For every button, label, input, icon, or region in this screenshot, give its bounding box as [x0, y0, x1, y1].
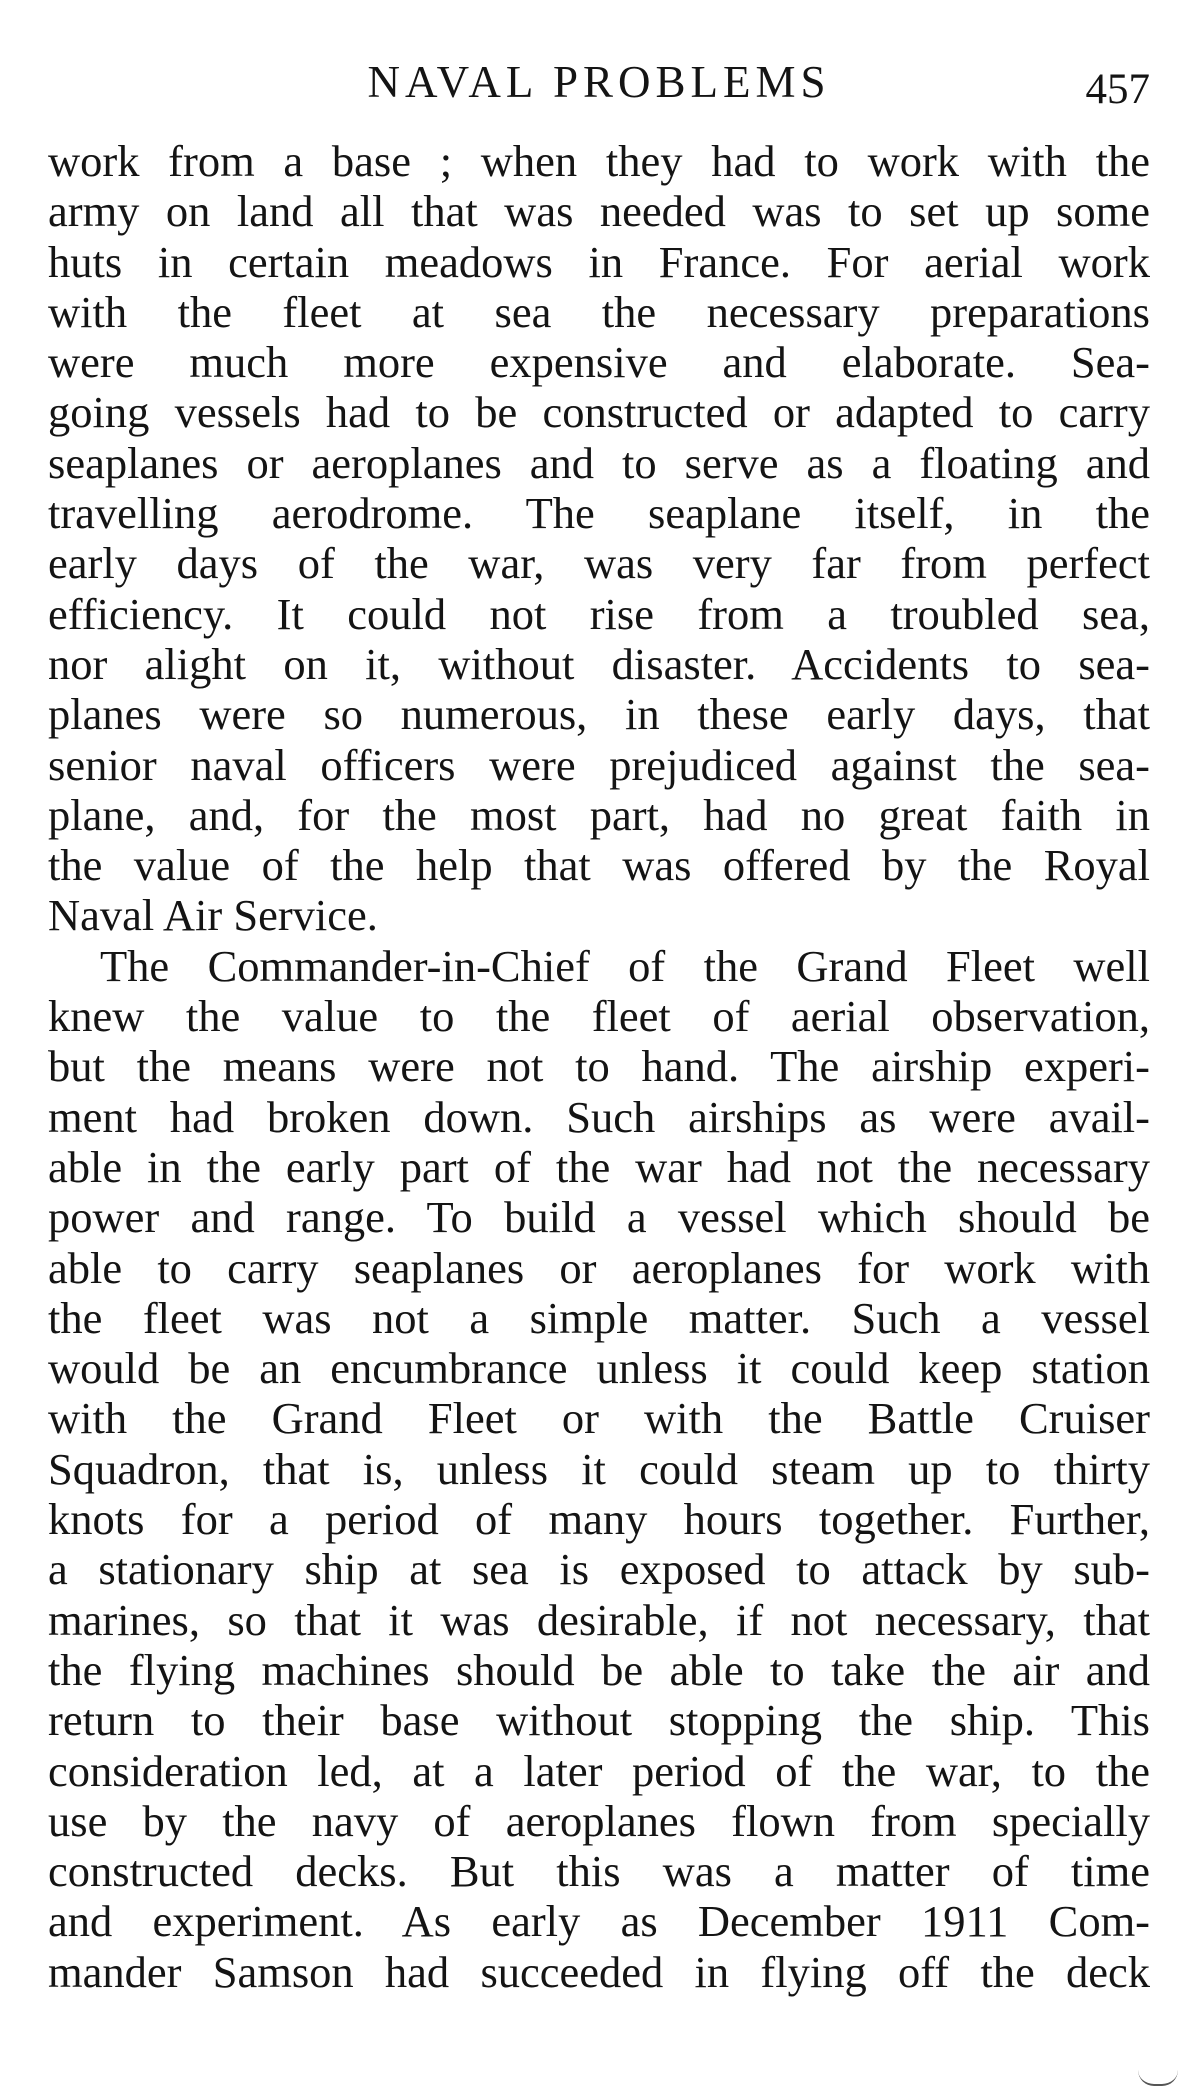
running-title: NAVAL PROBLEMS	[367, 57, 831, 107]
text-line: able in the early part of the war had not the necessary	[48, 1141, 1150, 1192]
text-line: efficiency. It could not rise from a troubled sea,	[48, 588, 1150, 639]
running-head	[48, 52, 1150, 112]
text-line: plane, and, for the most part, had no great faith in	[48, 789, 1150, 840]
text-line: senior naval officers were prejudiced against the sea-	[48, 739, 1150, 790]
text-line: would be an encumbrance unless it could keep station	[48, 1343, 1150, 1394]
text-line: going vessels had to be constructed or adapted to carry	[48, 387, 1150, 438]
text-line: The Commander-in-Chief of the Grand Fleet well	[100, 940, 1150, 991]
text-line: the flying machines should be able to take the air and	[48, 1644, 1150, 1695]
text-line: work from a base ; when they had to work with the	[48, 136, 1150, 186]
text-line: with the Grand Fleet or with the Battle Cruiser	[48, 1393, 1150, 1444]
text-line: but the means were not to hand. The airship experi-	[48, 1041, 1150, 1092]
text-line: a stationary ship at sea is exposed to attack by sub-	[48, 1544, 1150, 1595]
text-line: the fleet was not a simple matter. Such a vessel	[48, 1292, 1150, 1343]
text-line: travelling aerodrome. The seaplane itself, in the	[48, 488, 1150, 539]
text-line: consideration led, at a later period of the war, to the	[48, 1745, 1150, 1796]
text-line: seaplanes or aeroplanes and to serve as a floating and	[48, 437, 1150, 488]
text-line: marines, so that it was desirable, if not necessary, that	[48, 1594, 1150, 1645]
text-line: ment had broken down. Such airships as were avail-	[48, 1091, 1150, 1142]
text-line: constructed decks. But this was a matter of time	[48, 1846, 1150, 1897]
text-line: power and range. To build a vessel which should be	[48, 1192, 1150, 1243]
text-line: were much more expensive and elaborate. Sea-	[48, 337, 1150, 388]
text-line: early days of the war, was very far from perfect	[48, 538, 1150, 589]
text-line: with the fleet at sea the necessary preparations	[48, 286, 1150, 337]
text-line: return to their base without stopping the ship. This	[48, 1695, 1150, 1746]
page-curl-mark	[1138, 2070, 1178, 2086]
text-line: planes were so numerous, in these early days, that	[48, 689, 1150, 740]
text-line: army on land all that was needed was to set up some	[48, 186, 1150, 237]
text-line: knew the value to the fleet of aerial observation,	[48, 991, 1150, 1042]
text-line: and experiment. As early as December 1911 Com-	[48, 1896, 1150, 1947]
text-line: knots for a period of many hours together. Further,	[48, 1494, 1150, 1545]
text-line: Squadron, that is, unless it could steam up to thirty	[48, 1443, 1150, 1494]
text-line: nor alight on it, without disaster. Accidents to sea-	[48, 638, 1150, 689]
body-text	[48, 136, 1150, 1997]
text-line: use by the navy of aeroplanes flown from specially	[48, 1795, 1150, 1846]
text-line: mander Samson had succeeded in flying off the deck	[48, 1946, 1150, 1997]
text-line: able to carry seaplanes or aeroplanes for work with	[48, 1242, 1150, 1293]
text-line: huts in certain meadows in France. For aerial work	[48, 236, 1150, 287]
text-line: the value of the help that was offered by the Royal	[48, 840, 1150, 891]
page-number: 457	[1085, 66, 1150, 113]
text-line: Naval Air Service.	[48, 890, 378, 941]
